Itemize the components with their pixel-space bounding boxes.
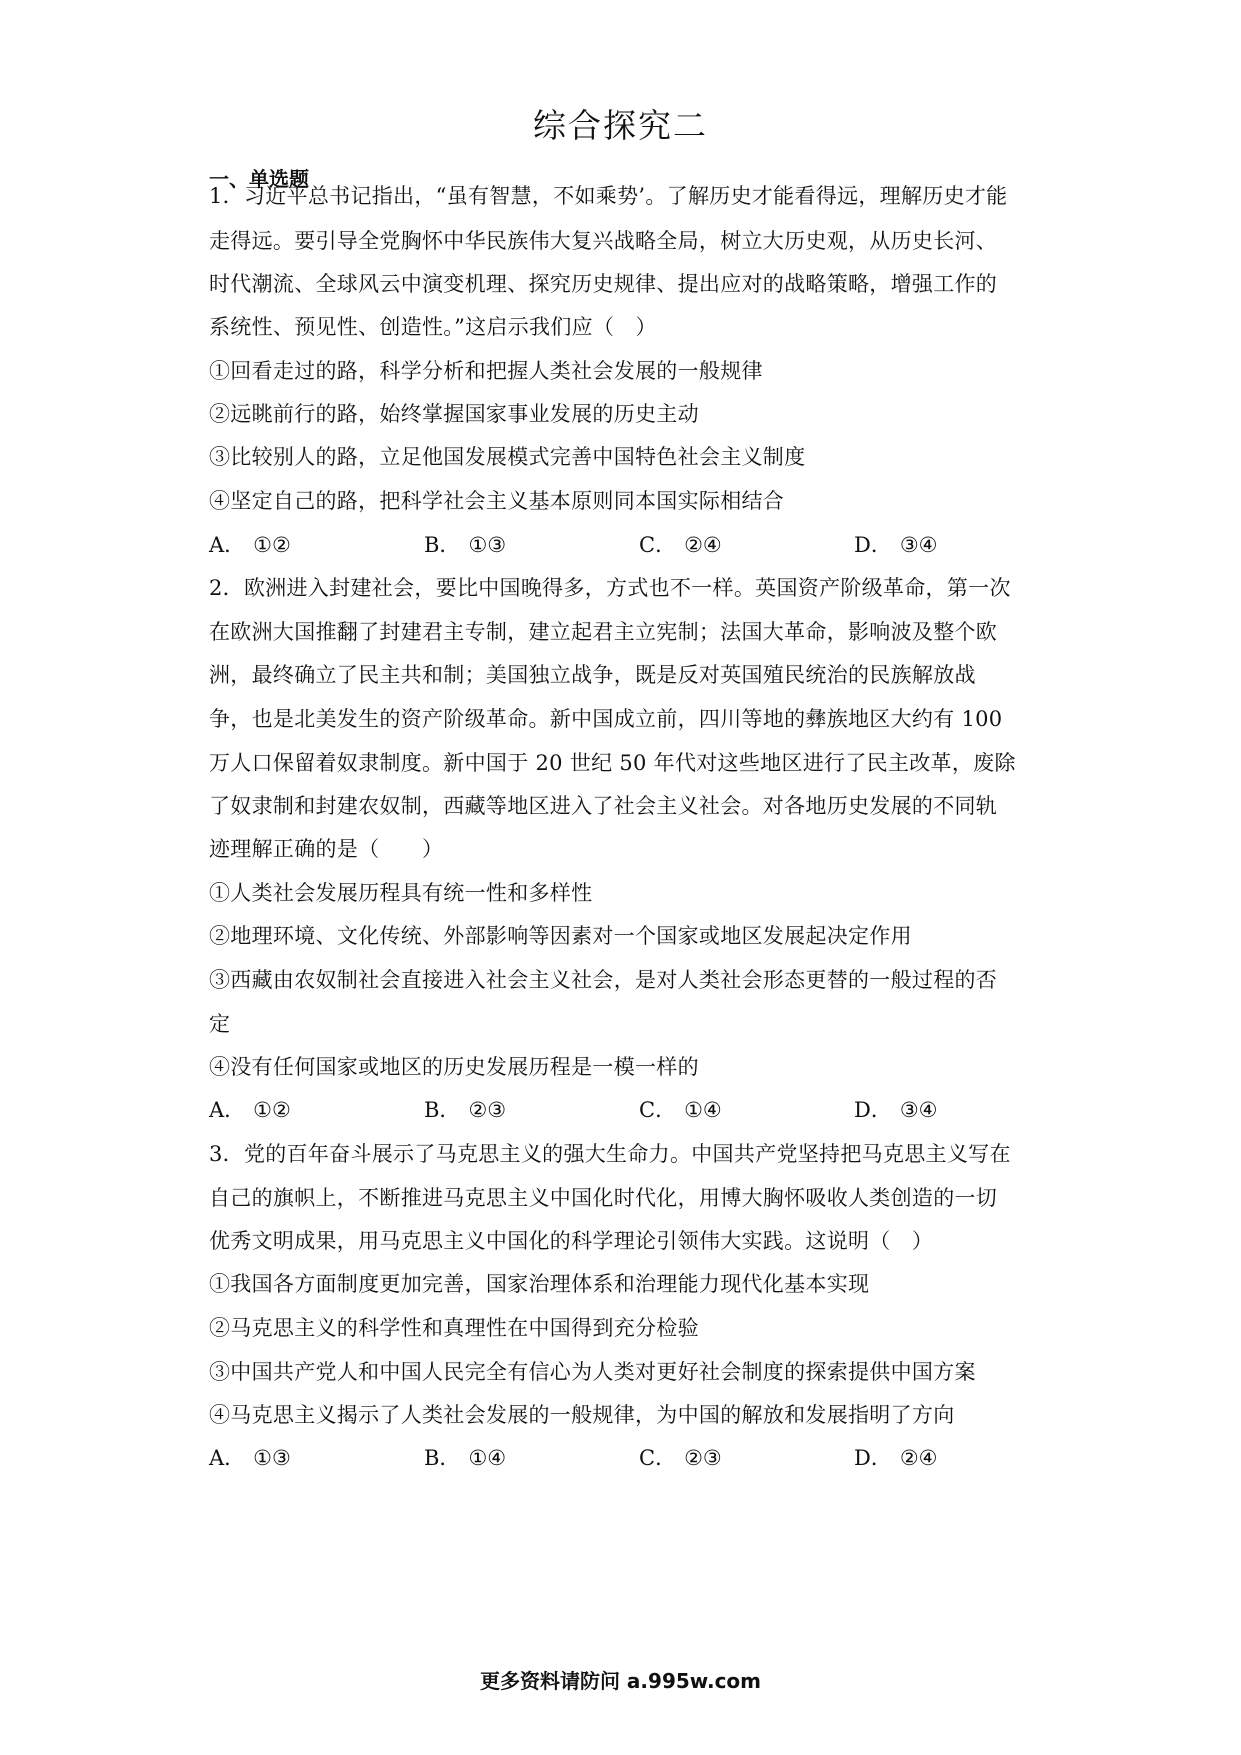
- q3-stem-line: 自己的旗帜上，不断推进马克思主义中国化时代化，用博大胸怀吸收人类创造的一切: [209, 1186, 998, 1210]
- q1-stem-line: 走得远。要引导全党胸怀中华民族伟大复兴战略全局，树立大历史观，从历史长河、: [209, 229, 998, 253]
- q1-stem-line: 系统性、预见性、创造性。”这启示我们应（ ）: [209, 315, 657, 339]
- q2-stem-line: 争，也是北美发生的资产阶级革命。新中国成立前，四川等地的彝族地区大约有 100: [209, 707, 1003, 731]
- q3-statement: ③中国共产党人和中国人民完全有信心为人类对更好社会制度的探索提供中国方案: [209, 1360, 976, 1384]
- q2-stem-line: 2．欧洲进入封建社会，要比中国晚得多，方式也不一样。英国资产阶级革命，第一次: [209, 576, 1011, 600]
- q3-statement: ④马克思主义揭示了人类社会发展的一般规律，为中国的解放和发展指明了方向: [209, 1403, 955, 1427]
- q3-option-c[interactable]: C． ②③: [639, 1446, 722, 1470]
- q1-option-d[interactable]: D． ③④: [854, 533, 938, 557]
- q3-options: [209, 1442, 1109, 1472]
- q2-stem-line: 迹理解正确的是（ ）: [209, 837, 444, 861]
- q3-option-b[interactable]: B． ①④: [424, 1446, 507, 1470]
- q1-option-c[interactable]: C． ②④: [639, 533, 722, 557]
- footer-note: 更多资料请防问 a.995w.com: [479, 1669, 762, 1693]
- q2-stem-line: 万人口保留着奴隶制度。新中国于 20 世纪 50 年代对这些地区进行了民主改革，废除: [209, 751, 1016, 775]
- q1-stem-line: 1．习近平总书记指出，“虽有智慧，不如乘势’。了解历史才能看得远，理解历史才能: [209, 184, 1008, 208]
- q3-statement: ②马克思主义的科学性和真理性在中国得到充分检验: [209, 1316, 699, 1340]
- q3-option-a[interactable]: A． ①③: [209, 1446, 291, 1470]
- q2-statement: ③西藏由农奴制社会直接进入社会主义社会，是对人类社会形态更替的一般过程的否: [209, 968, 998, 992]
- q2-option-c[interactable]: C． ①④: [639, 1098, 722, 1122]
- q1-statement: ①回看走过的路，科学分析和把握人类社会发展的一般规律: [209, 359, 763, 383]
- section-heading: 一、单选题: [209, 167, 309, 191]
- q2-stem-line: 在欧洲大国推翻了封建君主专制，建立起君主立宪制；法国大革命，影响波及整个欧: [209, 620, 998, 644]
- q3-statement: ①我国各方面制度更加完善，国家治理体系和治理能力现代化基本实现: [209, 1272, 870, 1296]
- q3-stem-line: 优秀文明成果，用马克思主义中国化的科学理论引领伟大实践。这说明（ ）: [209, 1229, 934, 1253]
- q2-option-b[interactable]: B． ②③: [424, 1098, 507, 1122]
- q2-stem-line: 了奴隶制和封建农奴制，西藏等地区进入了社会主义社会。对各地历史发展的不同轨: [209, 794, 998, 818]
- q2-statement: ④没有任何国家或地区的历史发展历程是一模一样的: [209, 1055, 699, 1079]
- q1-statement: ③比较别人的路，立足他国发展模式完善中国特色社会主义制度: [209, 445, 806, 469]
- q2-option-a[interactable]: A． ①②: [209, 1098, 291, 1122]
- q1-statement: ②远眺前行的路，始终掌握国家事业发展的历史主动: [209, 402, 699, 426]
- q1-option-b[interactable]: B． ①③: [424, 533, 507, 557]
- q2-statement: ①人类社会发展历程具有统一性和多样性: [209, 881, 593, 905]
- q2-statement: 定: [209, 1012, 231, 1036]
- q2-options: [209, 1094, 1109, 1124]
- q3-stem-line: 3．党的百年奋斗展示了马克思主义的强大生命力。中国共产党坚持把马克思主义写在: [209, 1142, 1011, 1166]
- q2-option-d[interactable]: D． ③④: [854, 1098, 938, 1122]
- q2-statement: ②地理环境、文化传统、外部影响等因素对一个国家或地区发展起决定作用: [209, 924, 912, 948]
- q1-stem-line: 时代潮流、全球风云中演变机理、探究历史规律、提出应对的战略策略，增强工作的: [209, 272, 998, 296]
- q3-option-d[interactable]: D． ②④: [854, 1446, 938, 1470]
- q1-option-a[interactable]: A． ①②: [209, 533, 291, 557]
- q2-stem-line: 洲，最终确立了民主共和制；美国独立战争，既是反对英国殖民统治的民族解放战: [209, 663, 976, 687]
- page-title: 综合探究二: [533, 106, 708, 145]
- q1-statement: ④坚定自己的路，把科学社会主义基本原则同本国实际相结合: [209, 489, 785, 513]
- q1-options: [209, 529, 1109, 559]
